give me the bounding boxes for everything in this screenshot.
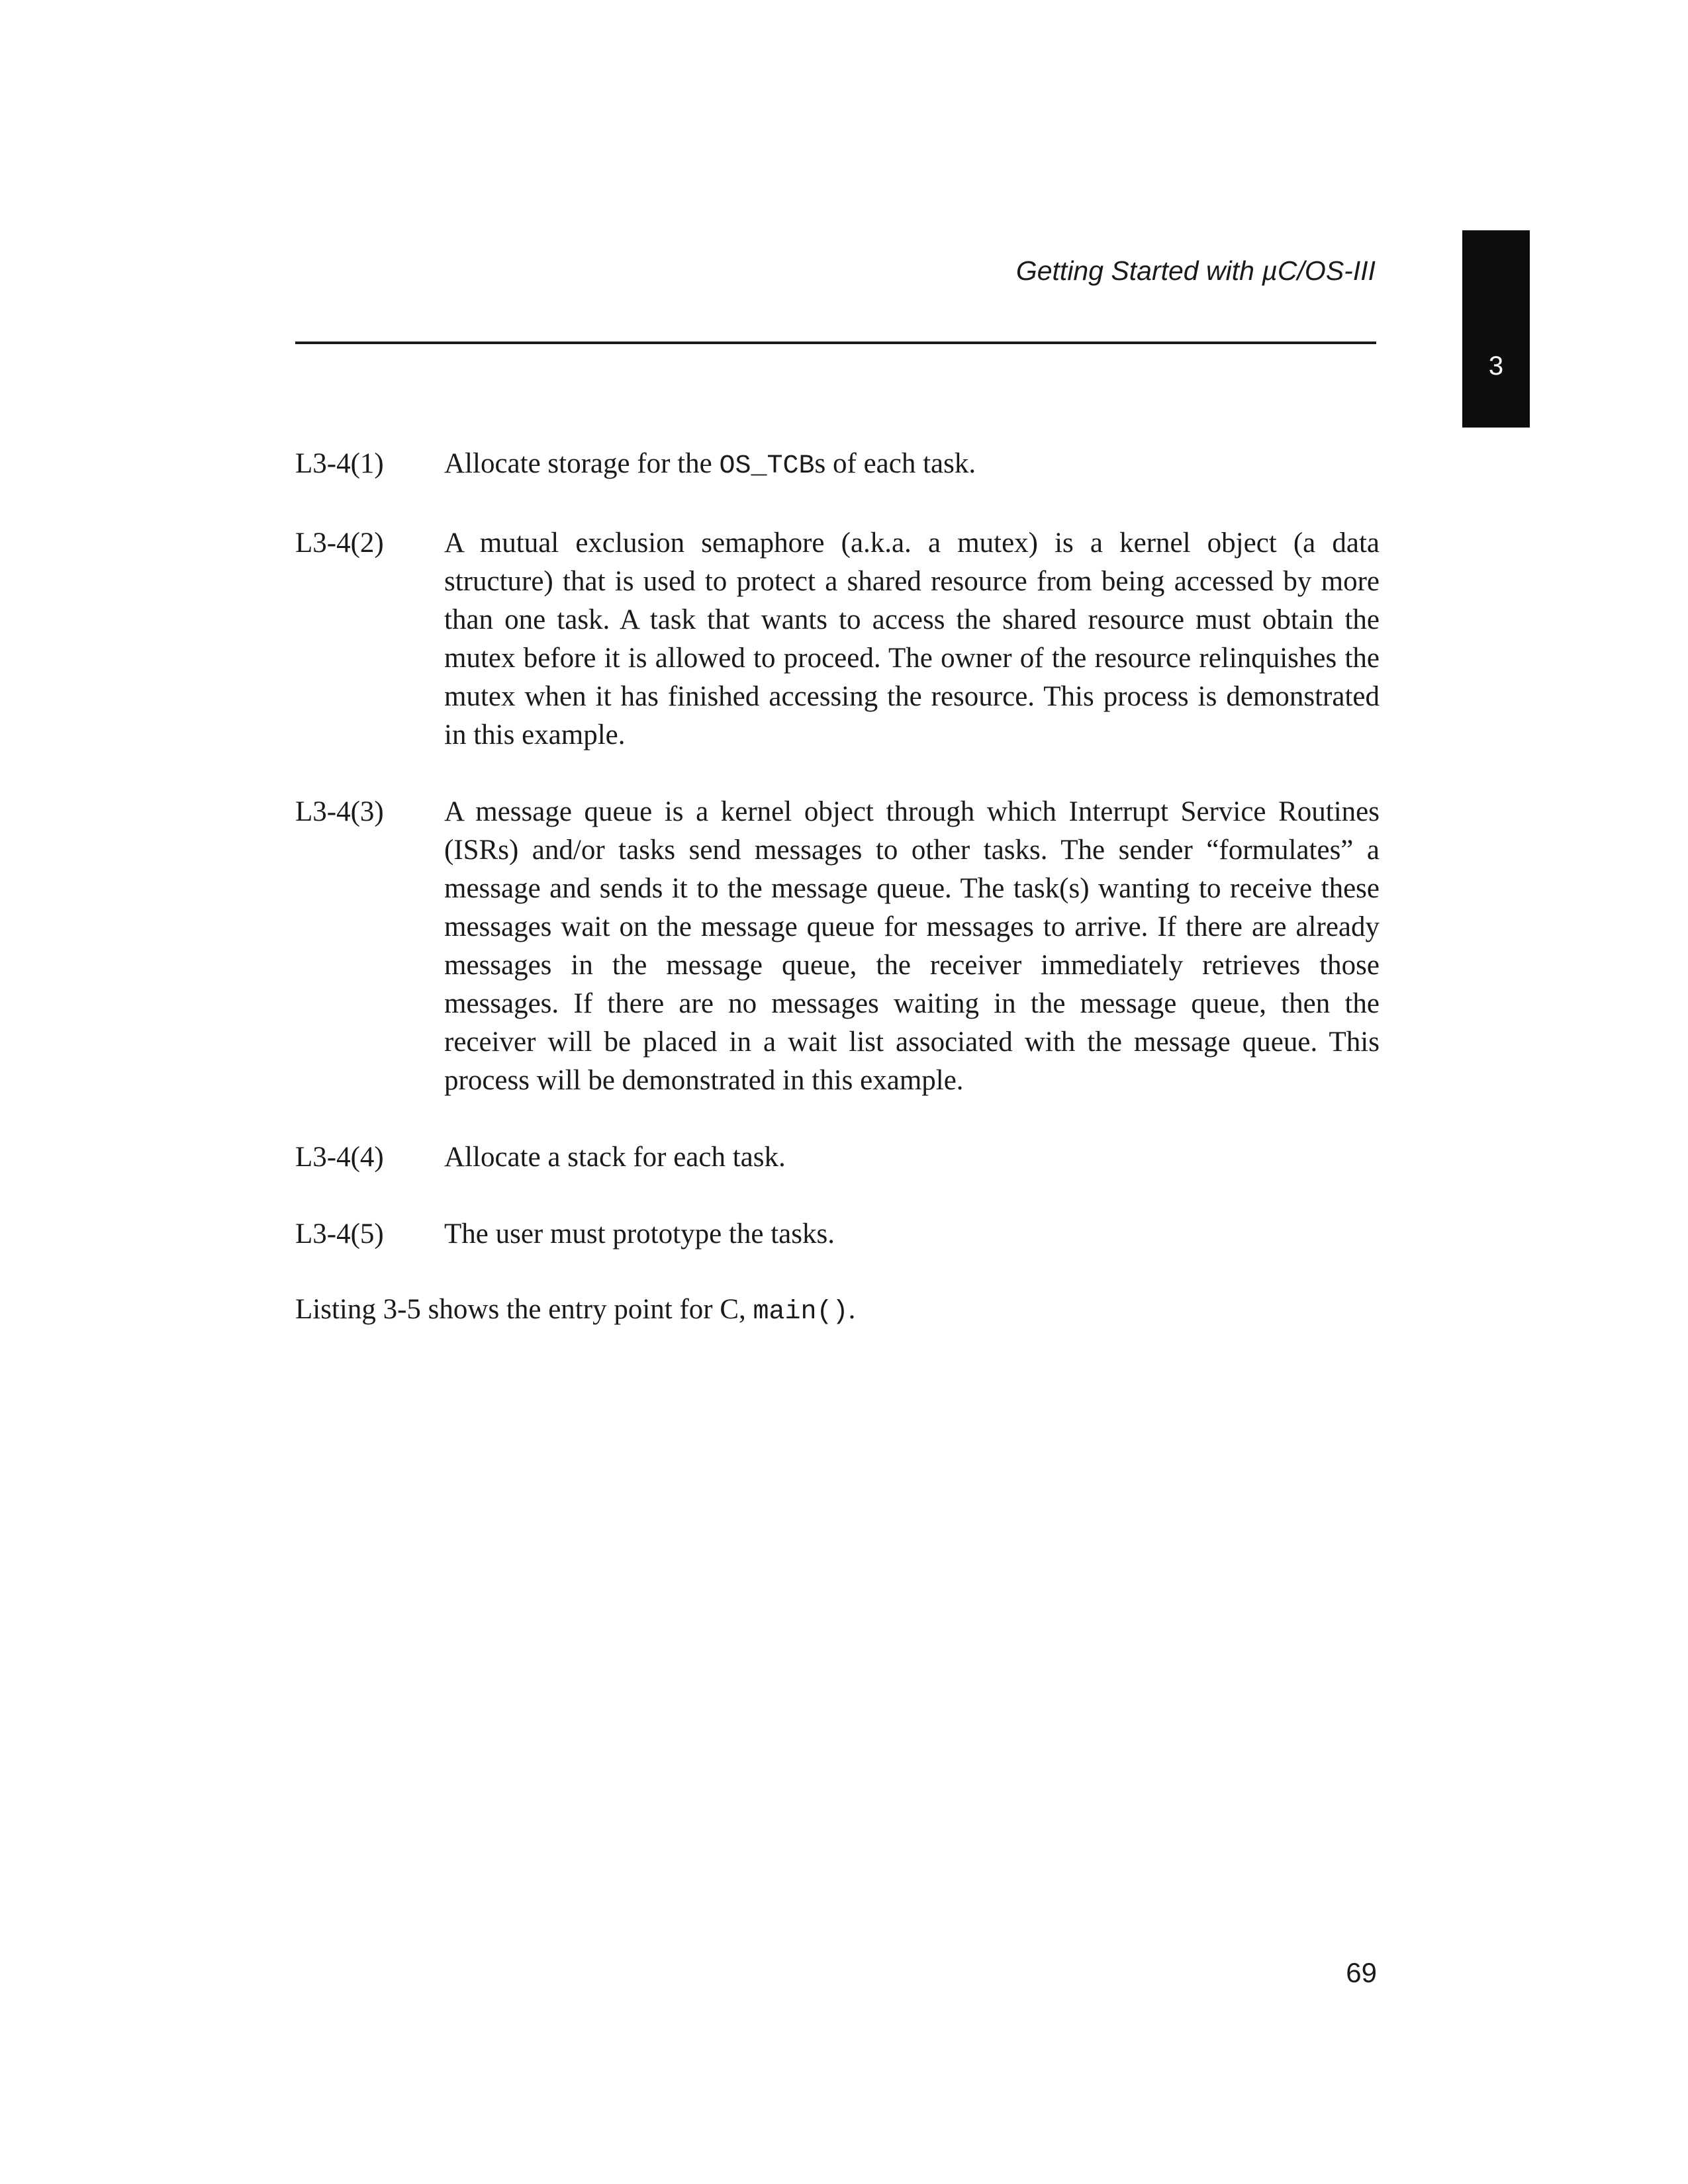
note-text: [444, 445, 1380, 486]
note-label: L3-4(4): [295, 1142, 384, 1173]
note-item: [295, 1138, 1381, 1177]
note-item: [295, 524, 1381, 754]
chapter-tab-number: 3: [1488, 351, 1504, 381]
note-text: A mutual exclusion semaphore (a.k.a. a mutex) is a kernel object (a data structure) that is used to protect a shared resource from being accessed by more than one task. A task that wants to access the shared resource must obtain the mutex before it is allowed to proceed. The owner of the resource relinquishes the mutex when it has finished accessing the resource. This process is demonstrated in this example.: [444, 527, 1380, 751]
note-label: L3-4(3): [295, 796, 384, 827]
chapter-tab: [1462, 230, 1530, 428]
note-text: The user must prototype the tasks.: [444, 1218, 835, 1250]
note-item: [295, 1215, 1381, 1253]
code-main: main(): [753, 1297, 849, 1327]
intro-text-before: Listing 3-5 shows the entry point for C,: [295, 1294, 753, 1325]
note-item: [295, 793, 1381, 1100]
note-item: [295, 445, 1381, 486]
note-text-after: s of each task.: [814, 448, 976, 479]
intro-paragraph: [295, 1291, 855, 1332]
note-label: L3-4(2): [295, 527, 384, 559]
listing-notes: [295, 445, 1381, 1292]
note-label: L3-4(1): [295, 448, 384, 479]
note-text: Allocate a stack for each task.: [444, 1142, 786, 1173]
intro-text-after: .: [848, 1294, 856, 1325]
header-rule: [295, 341, 1376, 344]
note-label: L3-4(5): [295, 1218, 384, 1250]
running-header-title: Getting Started with µC/OS-III: [1015, 255, 1376, 286]
note-text-before: Allocate storage for the: [444, 448, 720, 479]
code-os-tcb: OS_TCB: [719, 451, 815, 481]
page-number: 69: [1346, 1957, 1377, 1988]
note-text: A message queue is a kernel object through which Interrupt Service Routines (ISRs) and/or tasks send messages to other tasks. The sender “formulates” a message and sends it to the message queue. The task(s) wanting to receive these messages wait on the message queue for messages to arrive. If there are already messages in the message queue, the receiver immediately retrieves those messages. If there are no messages waiting in the message queue, then the receiver will be placed in a wait list associated with the message queue. This process will be demonstrated in this example.: [444, 796, 1380, 1096]
